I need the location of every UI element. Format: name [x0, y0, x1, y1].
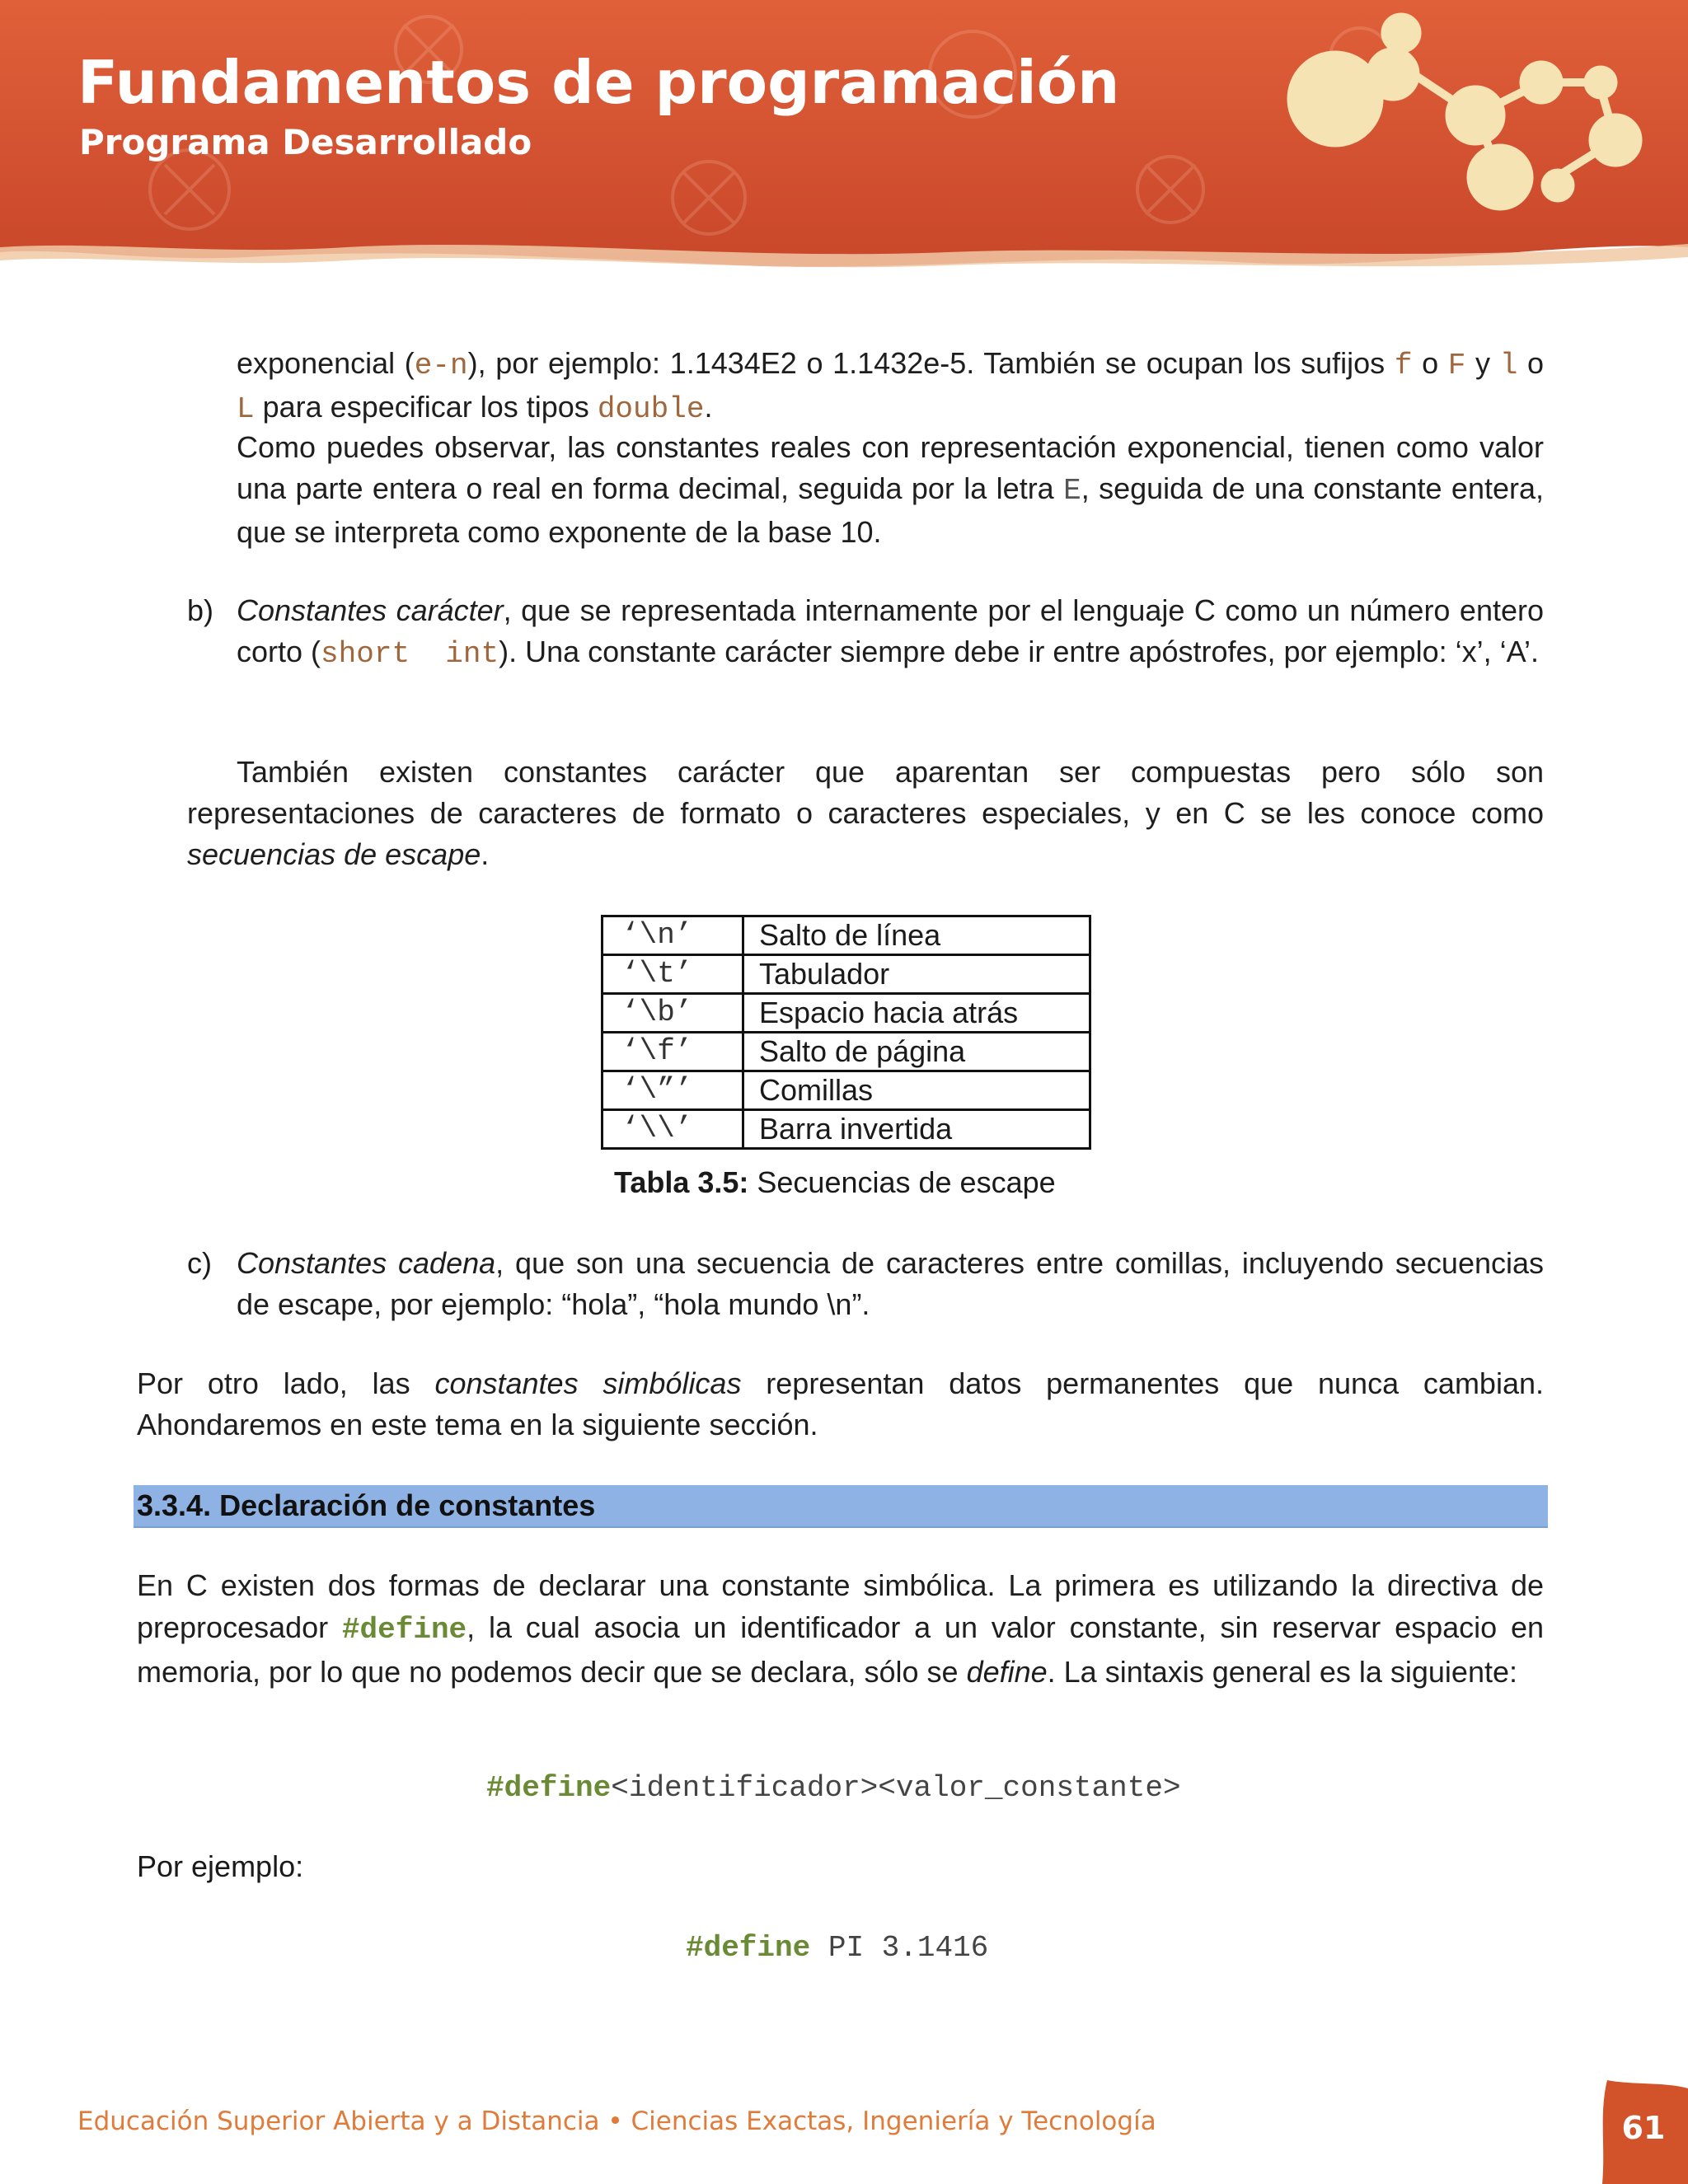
- escape-sequences-table: [601, 915, 1091, 1150]
- text: Como puedes observar, las constantes reales con representación exponencial, tienen como valor una parte entera o real en forma decimal, seguida por la letra: [237, 430, 1544, 505]
- text: o: [1517, 346, 1544, 380]
- inline-code: F: [1447, 349, 1466, 382]
- inline-code: e-n: [414, 349, 468, 382]
- text: ), por ejemplo: 1.1434E2 o 1.1432e-5. También se ocupan los sufijos: [467, 346, 1395, 380]
- section-heading-bar: [134, 1485, 1548, 1528]
- text: .: [704, 390, 713, 424]
- caption-text: Secuencias de escape: [748, 1165, 1056, 1199]
- example-label: Por ejemplo:: [137, 1849, 304, 1883]
- text: Por otro lado, las: [137, 1366, 435, 1400]
- text: , la cual asocia un identificador a un valor constante, sin reservar espacio en memoria, por lo que no podemos decir que se declara, sólo se: [137, 1610, 1544, 1689]
- term: Constantes cadena: [237, 1246, 496, 1280]
- text: o: [1412, 346, 1448, 380]
- table-row: [603, 916, 1090, 955]
- text: , seguida de una constante entera, que se interpreta como exponente de la base 10.: [237, 471, 1544, 549]
- paragraph-real-constants: [237, 427, 1544, 553]
- page-header: [0, 0, 1688, 297]
- footer-text: Educación Superior Abierta y a Distancia • Ciencias Exactas, Ingeniería y Tecnología: [77, 2107, 1156, 2136]
- text: y: [1465, 346, 1500, 380]
- text: representan datos permanentes que nunca cambian. Ahondaremos en este tema en la siguiente sección.: [137, 1366, 1544, 1441]
- text: para especificar los tipos: [254, 390, 598, 424]
- list-item-string-constants: [237, 1243, 1544, 1325]
- text: , que se representada internamente por el lenguaje C como un número entero corto (: [237, 593, 1544, 668]
- text: exponencial (: [237, 346, 415, 380]
- escape-description: Comillas: [743, 1071, 1090, 1110]
- escape-description: Tabulador: [743, 955, 1090, 994]
- inline-code: double: [597, 392, 705, 426]
- escape-description: Salto de línea: [743, 916, 1090, 955]
- table-row: [603, 994, 1090, 1033]
- syntax-line: [486, 1765, 1181, 1809]
- syntax-rest: <identificador><valor_constante>: [611, 1771, 1181, 1805]
- example-code-line: [686, 1925, 988, 1969]
- escape-sequence: ‘\”’: [603, 1071, 743, 1110]
- inline-code: short int: [321, 637, 499, 671]
- keyword-define: #define: [686, 1931, 811, 1965]
- list-marker-b: b): [187, 593, 214, 627]
- paragraph-define: [137, 1564, 1544, 1693]
- inline-code: l: [1499, 349, 1518, 382]
- term: define: [966, 1655, 1048, 1689]
- text: , que son una secuencia de caracteres entre comillas, incluyendo secuencias de escape, por ejemplo: “hola”, “hola mundo \n”.: [237, 1246, 1545, 1321]
- text: .: [481, 837, 490, 871]
- document-subtitle: Programa Desarrollado: [79, 122, 532, 162]
- example-rest: PI 3.1416: [810, 1931, 989, 1965]
- section-title: 3.3.4. Declaración de constantes: [137, 1488, 596, 1522]
- paragraph-symbolic-constants: [137, 1363, 1544, 1446]
- paragraph-exponential: [237, 343, 1544, 430]
- inline-code: E: [1063, 474, 1081, 508]
- text: También existen constantes carácter que aparentan ser compuestas pero sólo son representaciones de caracteres de formato o caracteres especiales, y en C se les conoce como: [187, 755, 1544, 830]
- table-row: [603, 1033, 1090, 1071]
- term: Constantes carácter: [237, 593, 504, 627]
- caption-label: Tabla 3.5:: [614, 1165, 749, 1199]
- table-row: [603, 1071, 1090, 1110]
- inline-code: f: [1394, 349, 1413, 382]
- escape-sequence: ‘\n’: [603, 916, 743, 955]
- list-marker-c: c): [187, 1246, 212, 1280]
- paragraph-escape-intro: [187, 752, 1544, 875]
- inline-code: L: [237, 392, 255, 426]
- table-caption: [614, 1162, 1056, 1203]
- escape-sequence: ‘\\’: [603, 1110, 743, 1149]
- keyword-define: #define: [341, 1613, 467, 1647]
- keyword-define: #define: [486, 1771, 612, 1805]
- table-row: [603, 955, 1090, 994]
- term: secuencias de escape: [187, 837, 481, 871]
- document-title: Fundamentos de programación: [77, 48, 1120, 117]
- escape-sequence: ‘\f’: [603, 1033, 743, 1071]
- text: . La sintaxis general es la siguiente:: [1047, 1655, 1517, 1689]
- escape-description: Salto de página: [743, 1033, 1090, 1071]
- escape-sequence: ‘\t’: [603, 955, 743, 994]
- table-row: [603, 1110, 1090, 1149]
- escape-sequence: ‘\b’: [603, 994, 743, 1033]
- text: En C existen dos formas de declarar una constante simbólica. La primera es utilizando la directiva de preprocesador: [137, 1568, 1544, 1644]
- page-number: 61: [1621, 2110, 1666, 2146]
- term: constantes simbólicas: [434, 1366, 742, 1400]
- text: ). Una constante carácter siempre debe ir entre apóstrofes, por ejemplo: ‘x’, ‘A’.: [499, 635, 1539, 668]
- escape-description: Espacio hacia atrás: [743, 994, 1090, 1033]
- list-item-char-constants: [237, 590, 1544, 675]
- escape-description: Barra invertida: [743, 1110, 1090, 1149]
